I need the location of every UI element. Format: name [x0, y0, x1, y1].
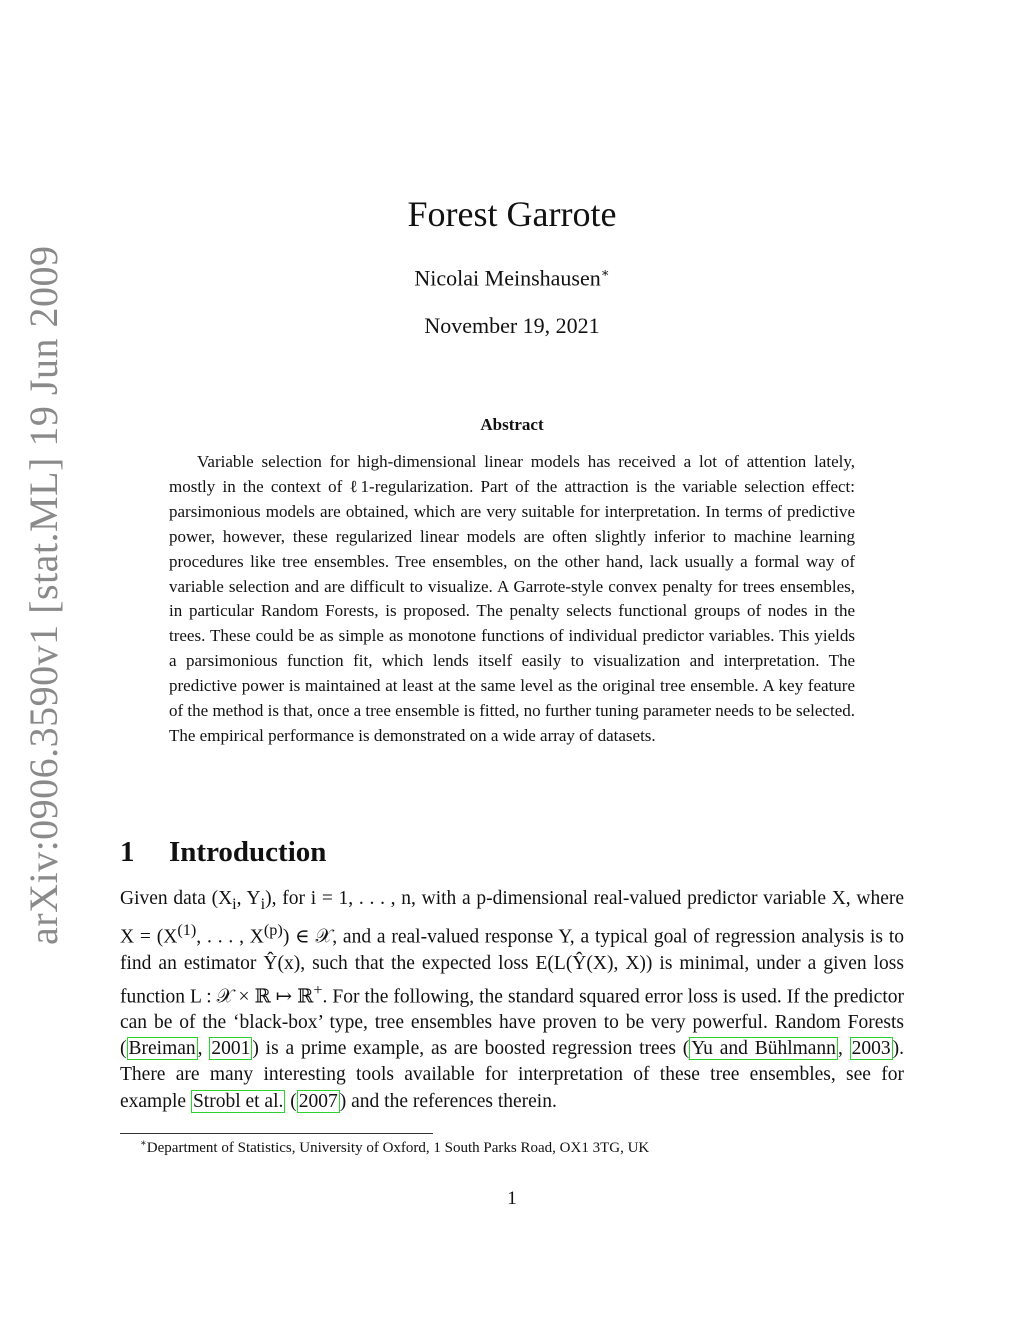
intro-sub: i — [232, 894, 237, 913]
citation-link-strobl[interactable]: Strobl et al. — [192, 1090, 284, 1112]
intro-text: ( — [285, 1090, 297, 1112]
intro-text: , — [197, 1038, 210, 1060]
arxiv-side-stamp: arXiv:0906.3590v1 [stat.ML] 19 Jun 2009 — [21, 245, 66, 945]
intro-text: ). There are many interesting tools available for interpretation of these tree ensembles, see for example — [120, 1038, 905, 1112]
citation-link-2001[interactable]: 2001 — [211, 1038, 251, 1060]
author-footnote-mark[interactable]: ∗ — [600, 265, 610, 280]
paper-title: Forest Garrote — [407, 194, 617, 234]
intro-text: ) ∈ 𝒳, and a real-valued response Y, a typical goal of regression analysis is to find an estimator Ŷ(x), such that the expected loss E(L(Ŷ(X), X)) is minimal, under a given loss function L : 𝒳 × ℝ ↦ ℝ — [120, 926, 904, 1008]
abstract-body: Variable selection for high-dimensional linear models has received a lot of attention lately, mostly in the context of ℓ1-regularization. Part of the attraction is the variable selection effect: parsimonious models are obtained, which are very suitable for interpretation. In terms of predictive power, however, these regularized linear models are often slightly inferior to machine learning procedures like tree ensembles. Tree ensembles, on the other hand, lack usually a formal way of variable selection and are difficult to visualize. A Garrote-style convex penalty for trees ensembles, in particular Random Forests, is proposed. The penalty selects functional groups of nodes in the trees. These could be as simple as monotone functions of individual predictor variables. This yields a parsimonious function fit, which lends itself easily to visualization and interpretation. The predictive power is maintained at least at the same level as the original tree ensemble. A key feature of the method is that, once a tree ensemble is fitted, no further tuning parameter needs to be selected. The empirical performance is demonstrated on a wide array of datasets. — [169, 452, 855, 745]
abstract-heading: Abstract — [480, 415, 544, 434]
intro-text: ) is a prime example, as are boosted regression trees ( — [252, 1038, 690, 1060]
intro-sup: (1) — [177, 920, 197, 939]
intro-text: ) and the references therein. — [339, 1090, 557, 1112]
citation-link-2003[interactable]: 2003 — [851, 1038, 891, 1060]
intro-text: , . . . , X — [196, 926, 264, 948]
intro-text: ), for i = 1, . . . , n, with a p-dimensional real-valued predictor variable X, where X = (X — [120, 888, 905, 948]
intro-text: Given data (X — [120, 888, 233, 909]
footnote-text: Department of Statistics, University of Oxford, 1 South Parks Road, OX1 3TG, UK — [146, 1140, 650, 1156]
citation-link-yu-buhlmann[interactable]: Yu and Bühlmann — [691, 1038, 836, 1060]
intro-sub: i — [260, 894, 266, 913]
section-heading — [120, 836, 326, 869]
section-title: Introduction — [169, 836, 327, 868]
intro-sup: (p) — [263, 920, 283, 939]
citation-link-breiman[interactable]: Breiman — [128, 1038, 196, 1060]
footnote — [140, 1138, 649, 1157]
citation-link-2007[interactable]: 2007 — [298, 1090, 338, 1112]
intro-text: , Y — [236, 888, 261, 909]
intro-paragraph — [120, 886, 904, 1115]
footnote-divider — [120, 1133, 433, 1134]
intro-text: . For the following, the standard squared error loss is used. If the predictor can be of the ‘black-box’ type, tree ensembles have proven to be very powerful. Random Forests ( — [120, 986, 904, 1060]
footnote-mark: ∗ — [140, 1138, 147, 1149]
section-number: 1 — [120, 836, 135, 868]
paper-date: November 19, 2021 — [424, 313, 600, 338]
page-number: 1 — [507, 1188, 517, 1209]
intro-sup: + — [313, 980, 323, 999]
author-name: Nicolai Meinshausen — [414, 265, 601, 291]
author-line — [0, 265, 1024, 291]
intro-text: , — [837, 1038, 850, 1060]
